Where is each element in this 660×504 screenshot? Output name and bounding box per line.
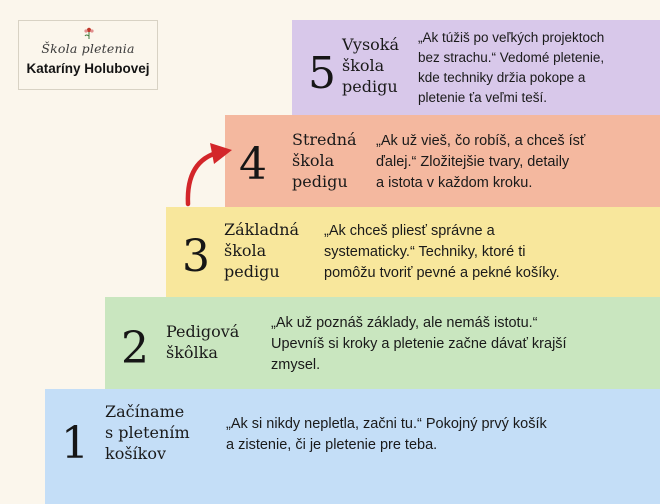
step-number: 5 [308,48,336,99]
step-title: Pedigová škôlka [166,322,240,362]
step-description: „Ak už poznáš základy, ale nemáš istotu.“ Upevníš si kroky a pletenie začne dávať krajší zmysel. [271,315,567,373]
step-1 [45,389,660,504]
step-title: Začíname s pletením košíkov [105,402,190,463]
step-number: 1 [61,418,89,469]
step-number: 3 [182,231,210,282]
step-number: 4 [239,139,267,190]
flower-icon [81,26,97,40]
logo-script-text: Škola pletenia [41,41,135,56]
step-title: Základná škola pedigu [224,220,300,281]
step-description: „Ak si nikdy nepletla, začni tu.“ Pokojný prvý košík a zistenie, či je pletenie pre teba. [226,416,547,453]
step-5 [292,20,660,115]
step-number: 2 [121,323,149,374]
logo [18,20,158,90]
step-2 [105,297,660,389]
step-title: Vysoká škola pedigu [342,35,400,96]
curved-arrow-icon [180,138,240,208]
step-description: „Ak chceš pliesť správne a systematicky.“ Techniky, ktoré ti pomôžu tvoriť pevné a pekné košíky. [324,223,560,281]
step-description: „Ak túžiš po veľkých projektoch bez strachu.“ Vedomé pletenie, kde techniky držia pokope a pletenie ťa veľmi teší. [418,30,605,105]
step-description: „Ak už vieš, čo robíš, a chceš ísť ďalej.“ Zložitejšie tvary, detaily a istota v každom kroku. [376,133,586,191]
step-3 [166,207,660,297]
logo-name: Kataríny Holubovej [26,61,150,76]
step-4 [225,115,660,207]
step-title: Stredná škola pedigu [292,130,357,191]
